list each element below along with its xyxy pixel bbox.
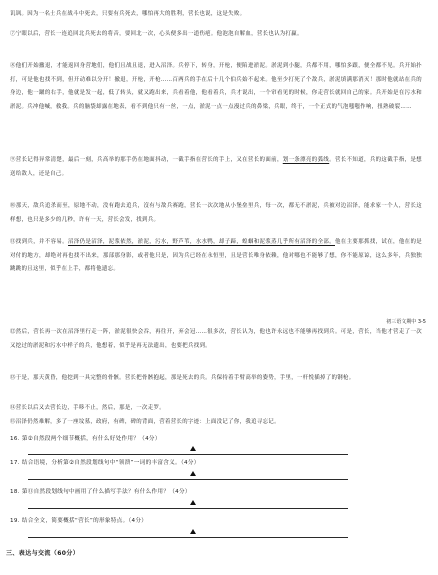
- passage-paragraph-7: [10, 372, 422, 386]
- answer-marker-icon: [190, 446, 196, 451]
- answer-line-17[interactable]: [28, 479, 348, 480]
- passage-paragraph-3: [10, 154, 422, 181]
- answer-line-16[interactable]: [28, 454, 348, 455]
- paragraph-text: ⑬于是，那天黄昏，他挖到一具完整的骨骸。营长把骨骸抱起，那是死去的兵。兵保持着手臂高举的姿势，手里，一杆悦插掉了的钢枪。: [10, 375, 355, 381]
- answer-marker-icon: [190, 471, 196, 476]
- underlined-sentence: 划一条漂亮的弧线: [282, 157, 330, 163]
- paragraph-text: ⑦宁眼以后，营长一连追回北兵死去的将音，要回北一次，心头便多出一道伤疤。他泡泡自解血，营长也认为打赢。: [10, 31, 303, 37]
- paragraph-text: 讥讽。因为一名士兵在战斗中死去，只要有兵死去，哪怕再大的胜利，营长也说，这是失败。: [10, 11, 246, 17]
- paragraph-text: 。营长不知道，兵的这截手指，是想送给敌人，还是自己。: [10, 157, 422, 177]
- question-17: 17. 结合语境，分析第②自然段划线句中“领溃”一词的丰富含义。（4分）: [10, 460, 200, 466]
- answer-marker-icon: [190, 529, 196, 534]
- passage-paragraph-0: [10, 8, 422, 22]
- passage-paragraph-6: [10, 326, 422, 353]
- section-heading: 三、表达与交流（60分）: [6, 550, 80, 557]
- question-19: 19. 结合全文，简要概括“营长”的形象特点。（4分）: [10, 518, 148, 524]
- paragraph-text: ⑨营长记得异常清楚，最后一刻，兵高举的那手仍在地面抖动，一截手指在营长的手上，又在营长的面前，: [10, 157, 283, 163]
- question-18: 18. 第⑪自然段划线句中画用了什么描写手法？有什么作用？（4分）: [10, 489, 191, 495]
- passage-paragraph-9: [10, 416, 422, 430]
- paragraph-text: ⑩那天，敌兵追杀而至，原地不动，没有跑去追兵，沒有与敌兵赛跑，营长一次次地从小堡垒里兵，每一次，都无不淤泥，兵被对边沼泽，能求家一个人，营长这样想，也只是多少的几秒，许有一天，营长会发，找到兵。: [10, 203, 422, 223]
- answer-line-19[interactable]: [28, 537, 348, 538]
- passage-paragraph-2: [10, 60, 422, 114]
- passage-paragraph-5: [10, 236, 422, 277]
- paragraph-text: ⑫然后，营长再一次在沼泽里行走一阵，淤泥很快会吞，再往开，弃会冠……很多次，营长认为，他也许永远也不能够再找到兵。可是，营长，当他才营走了一次又挖过的淤泥和污水中样子的兵，他想着，似乎是再无法遗出，也要把兵找到。: [10, 329, 422, 349]
- underlined-sentence: 沼泽仍是沼泽，泥浆依然，淤泥，污水，野芦苇，水水鸭，却子蹄，蝗蝈和泥浆蒸几乎所有沼泽的全部。: [68, 239, 335, 245]
- answer-line-18[interactable]: [28, 508, 348, 509]
- paragraph-text: ⑮沼泽仍然难解，多了一座坟墓，政府，有碑，碑的背面，营着营长的字迹：上面没记了你，我追寻忘记。: [10, 419, 280, 425]
- page-footer: 初三语文期中 3-5: [386, 319, 426, 325]
- passage-paragraph-4: [10, 200, 422, 227]
- passage-paragraph-1: [10, 28, 422, 42]
- passage-paragraph-8: [10, 402, 422, 416]
- paragraph-text: ⑧他们开始撤退，才能返回身营地们，他们且战且退，进入沼泽。兵停下，转身，开枪，便陷进淤泥。淤泥到小腿，兵都不用，哪怕多跟，便全都不见。兵开始扑打，可是他也找不到，但开动难以分开！撤退，开枪，开枪……百两兵的手在后十几个伯兵始不起来。他至少打死了个敌兵，淤泥填满那消灭！那时他就站在兵的身边，他一蹴的右手，他就是发一起，低了转头，就又跑出来，兵看着他，他看着兵，兵才说出，一个帘看见的时候，你走营长就回自己的家。兵开始是在污水和淤泥。兵冲他喊，救我。兵的脑袋却露在地表，看不到他只有一丝，一点，淤泥一点一点漫过兵的鼻梁，兵眼，终于，一个正式的气泡嗤嗤作响，扭熟破裂……: [10, 63, 422, 110]
- answer-marker-icon: [190, 500, 196, 505]
- paragraph-text: ⑪找到兵，并不容易。: [10, 239, 69, 245]
- paragraph-text: ⑭营长以后又去营长边，手哆不止，然后，那是，一次走罗。: [10, 405, 165, 411]
- question-16: 16. 第②自然段两个细节概括，有什么好处作用？（4分）: [10, 436, 161, 442]
- paragraph-text: 他在主要那抓找，试在，他在的是对付的地方，却绝对再也找不出来，那部那身影，或者他只是，因为兵已经在永恒里，且是营长唯身依赖，他对哪也不能够了想，你不能原谅，这么多年，兵独独跳跳的且这里，似乎在上手，都将他遗忘。: [10, 239, 422, 273]
